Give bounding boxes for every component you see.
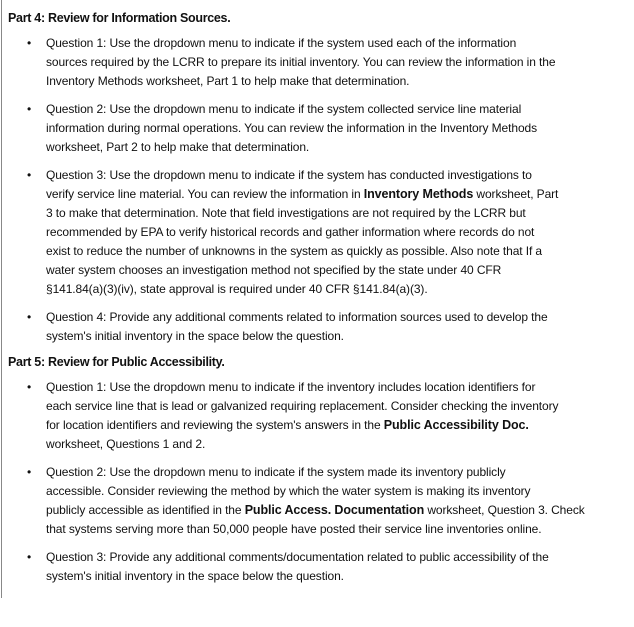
text-segment: worksheet, Part	[473, 187, 559, 201]
worksheet-reference: Public Access. Documentation	[244, 503, 425, 517]
text-line	[46, 119, 634, 138]
text-segment: Inventory Methods worksheet, Part 1 to help make that determination.	[46, 74, 410, 88]
question-item	[8, 166, 634, 299]
text-line	[46, 72, 634, 91]
bullet-icon: •	[27, 168, 32, 182]
text-line	[46, 166, 634, 185]
text-line	[46, 435, 634, 454]
text-line	[46, 520, 634, 539]
text-line	[46, 242, 634, 261]
question-item	[8, 34, 634, 91]
text-segment: worksheet, Part 2 to help make that determination.	[46, 140, 310, 154]
text-segment: publicly accessible as identified in the	[46, 503, 245, 517]
text-line	[46, 34, 634, 53]
worksheet-reference: Inventory Methods	[363, 187, 474, 201]
text-segment: that systems serving more than 50,000 people have posted their service line inventories online.	[46, 522, 542, 536]
text-segment: verify service line material. You can review the information in	[46, 187, 364, 201]
text-line	[46, 378, 634, 397]
text-segment: 3 to make that determination. Note that field investigations are not required by the LCRR but	[46, 206, 526, 220]
text-line	[46, 261, 634, 280]
text-line	[46, 223, 634, 242]
text-line	[46, 100, 634, 119]
text-segment: Question 1: Use the dropdown menu to indicate if the inventory includes location identifiers for	[46, 380, 536, 394]
text-segment: worksheet, Question 3. Check	[424, 503, 585, 517]
text-line	[46, 397, 634, 416]
text-line	[46, 482, 634, 501]
text-segment: information during normal operations. You can review the information in the Inventory Methods	[46, 121, 537, 135]
question-list	[8, 34, 634, 346]
text-line	[46, 185, 634, 204]
question-item	[8, 100, 634, 157]
text-line	[46, 308, 634, 327]
text-segment: Question 1: Use the dropdown menu to indicate if the system used each of the information	[46, 36, 517, 50]
bullet-icon: •	[27, 380, 32, 394]
worksheet-reference: Public Accessibility Doc.	[383, 418, 529, 432]
section-heading: Part 5: Review for Public Accessibility.	[8, 355, 225, 369]
bullet-icon: •	[27, 310, 32, 324]
text-segment: §141.84(a)(3)(iv), state approval is required under 40 CFR §141.84(a)(3).	[46, 282, 428, 296]
text-segment: accessible. Consider reviewing the method by which the water system is making its inventory	[46, 484, 531, 498]
text-line	[46, 463, 634, 482]
question-item	[8, 378, 634, 454]
question-item	[8, 463, 634, 539]
text-line	[46, 280, 634, 299]
section-part-4	[8, 9, 634, 346]
text-segment: Question 2: Use the dropdown menu to indicate if the system made its inventory publicly	[46, 465, 506, 479]
text-line	[46, 548, 634, 567]
text-line	[46, 327, 634, 346]
bullet-icon: •	[27, 36, 32, 50]
bullet-icon: •	[27, 102, 32, 116]
instructions-document	[8, 9, 634, 595]
text-segment: sources required by the LCRR to prepare its initial inventory. You can review the information in the	[46, 55, 556, 69]
section-part-5	[8, 353, 634, 586]
text-segment: for location identifiers and reviewing the system's answers in the	[46, 418, 384, 432]
text-line	[46, 416, 634, 435]
text-segment: each service line that is lead or galvanized requiring replacement. Consider checking the inventory	[46, 399, 559, 413]
text-segment: Question 4: Provide any additional comments related to information sources used to develop the	[46, 310, 548, 324]
section-heading: Part 4: Review for Information Sources.	[8, 11, 231, 25]
text-line	[46, 501, 634, 520]
text-segment: worksheet, Questions 1 and 2.	[46, 437, 206, 451]
text-segment: Question 3: Use the dropdown menu to indicate if the system has conducted investigations to	[46, 168, 532, 182]
bullet-icon: •	[27, 550, 32, 564]
text-line	[46, 53, 634, 72]
text-segment: Question 2: Use the dropdown menu to indicate if the system collected service line material	[46, 102, 522, 116]
text-segment: recommended by EPA to verify historical records and gather information where records do not	[46, 225, 535, 239]
text-line	[46, 138, 634, 157]
question-list	[8, 378, 634, 586]
text-segment: water system chooses an investigation method not specified by the state under 40 CFR	[46, 263, 502, 277]
text-line	[46, 567, 634, 586]
page-left-border	[1, 0, 2, 598]
text-segment: system's initial inventory in the space below the question.	[46, 329, 344, 343]
question-item	[8, 308, 634, 346]
text-segment: exist to reduce the number of unknowns in the system as quickly as possible. Also note that If a	[46, 244, 543, 258]
text-segment: Question 3: Provide any additional comments/documentation related to public accessibility of the	[46, 550, 549, 564]
text-segment: system's initial inventory in the space below the question.	[46, 569, 344, 583]
question-item	[8, 548, 634, 586]
text-line	[46, 204, 634, 223]
bullet-icon: •	[27, 465, 32, 479]
